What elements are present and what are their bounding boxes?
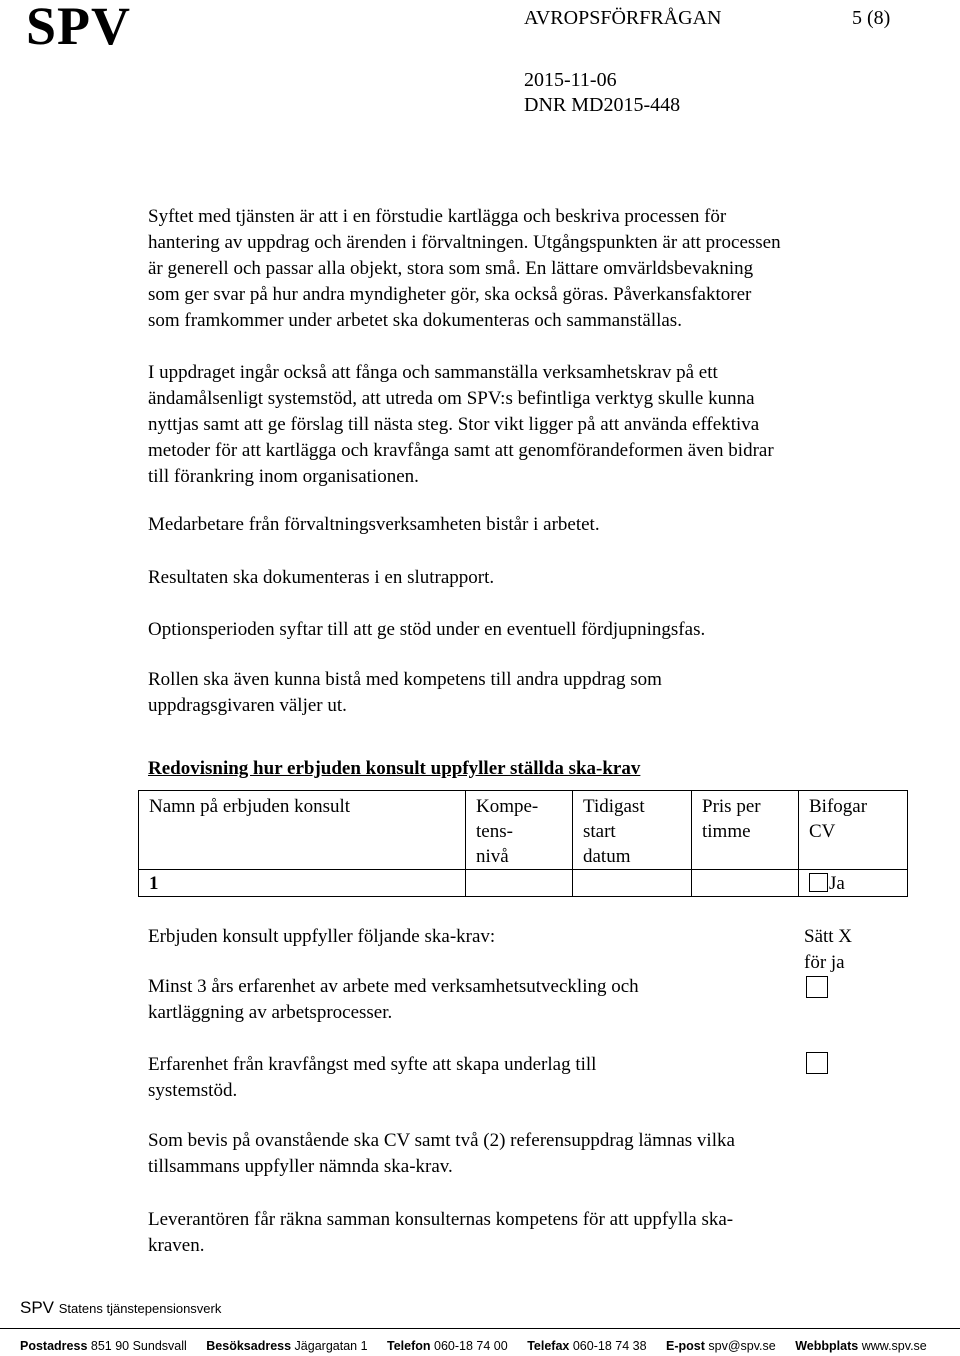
- paragraph-results: Resultaten ska dokumenteras i en slutrapport.: [148, 567, 495, 588]
- text-line: Rollen ska även kunna bistå med kompetens till andra uppdrag som: [148, 669, 662, 690]
- text-line: som framkommer under arbetet ska dokumenteras och sammanställas.: [148, 310, 682, 331]
- footer-org-short: SPV: [20, 1298, 55, 1317]
- text-line: till förankring inom organisationen.: [148, 466, 419, 487]
- text-line: tillsammans uppfyller nämnda ska-krav.: [148, 1156, 453, 1177]
- text-line: Som bevis på ovanstående ska CV samt två (2) referensuppdrag lämnas vilka: [148, 1130, 735, 1151]
- footer-organization: [20, 1298, 221, 1319]
- header-competence-level: Kompe- tens- nivå: [466, 791, 573, 870]
- phone-number: 060-18 74 00: [434, 1339, 508, 1353]
- text-line: systemstöd.: [148, 1080, 238, 1101]
- email-link[interactable]: spv@spv.se: [708, 1339, 776, 1353]
- footer-contact: Postadress 851 90 Sundsvall Besöksadress Jägargatan 1 Telefon 060-18 74 00 Telefax 060-18 74 38 E-post spv@spv.se Webbplats www.spv.se: [20, 1339, 927, 1353]
- paragraph-role: [148, 667, 888, 719]
- text-line: som ger svar på hur andra myndigheter gör, ska också göras. Påverkansfaktorer: [148, 284, 752, 305]
- consultant-name-cell[interactable]: 1: [139, 870, 466, 897]
- section-heading: Redovisning hur erbjuden konsult uppfyller ställda ska-krav: [148, 758, 641, 779]
- footer-org-full: Statens tjänstepensionsverk: [58, 1301, 222, 1316]
- text-line: Minst 3 års erfarenhet av arbete med verksamhetsutveckling och: [148, 976, 639, 997]
- header-consultant-name: Namn på erbjuden konsult: [139, 791, 466, 870]
- document-date: 2015-11-06: [524, 69, 617, 91]
- fax-number: 060-18 74 38: [572, 1339, 647, 1353]
- text-line: hantering av uppdrag och ärenden i förvaltningen. Utgångspunkten är att processen: [148, 232, 781, 253]
- table-row: [139, 870, 908, 897]
- requirements-intro: Erbjuden konsult uppfyller följande ska-krav:: [148, 926, 496, 947]
- header-cv-attached: Bifogar CV: [799, 791, 908, 870]
- text-line: Syftet med tjänsten är att i en förstudie kartlägga och beskriva processen för: [148, 206, 727, 227]
- paragraph-purpose: [148, 204, 888, 334]
- text-line: ändamålsenligt systemstöd, att utreda om SPV:s befintliga verktyg skulle kunna: [148, 388, 755, 409]
- footer-divider: [0, 1328, 960, 1329]
- website-link[interactable]: www.spv.se: [861, 1339, 927, 1353]
- page-number: 5 (8): [852, 7, 891, 29]
- text-line: är generell och passar alla objekt, stora som små. En lättare omvärldsbevakning: [148, 258, 754, 279]
- consultant-table: [138, 790, 908, 897]
- postal-address: 851 90 Sundsvall: [90, 1339, 187, 1353]
- document-type: AVROPSFÖRFRÅGAN: [524, 7, 722, 29]
- header-price-per-hour: Pris per timme: [692, 791, 799, 870]
- text-line: Leverantören får räkna samman konsulternas kompetens för att uppfylla ska-: [148, 1209, 734, 1230]
- text-line: kartläggning av arbetsprocesser.: [148, 1002, 393, 1023]
- mark-instruction: Sätt X för ja: [804, 926, 853, 973]
- text-line: nyttjas samt att ge förslag till nästa steg. Stor vikt ligger på att använda effektiva: [148, 414, 760, 435]
- text-line: uppdragsgivaren väljer ut.: [148, 695, 347, 716]
- start-date-cell[interactable]: [573, 870, 692, 897]
- text-line: I uppdraget ingår också att fånga och sammanställa verksamhetskrav på ett: [148, 362, 718, 383]
- paragraph-option: Optionsperioden syftar till att ge stöd under en eventuell fördjupningsfas.: [148, 619, 706, 640]
- visiting-address: Jägargatan 1: [294, 1339, 368, 1353]
- paragraph-proof: [148, 1128, 888, 1180]
- price-cell[interactable]: [692, 870, 799, 897]
- table-header-row: [139, 791, 908, 870]
- paragraph-combine: [148, 1207, 888, 1259]
- paragraph-staff: Medarbetare från förvaltningsverksamheten bistår i arbetet.: [148, 514, 600, 535]
- diary-number: DNR MD2015-448: [524, 94, 681, 116]
- text-line: metoder för att kartlägga och kravfånga samt att genomförandeformen även bidrar: [148, 440, 774, 461]
- competence-level-cell[interactable]: [466, 870, 573, 897]
- requirement-1-checkbox[interactable]: [806, 976, 828, 998]
- requirement-2-checkbox[interactable]: [806, 1052, 828, 1074]
- paragraph-scope: [148, 360, 888, 490]
- header-start-date: Tidigast start datum: [573, 791, 692, 870]
- requirement-experience: [148, 974, 888, 1026]
- text-line: kraven.: [148, 1235, 205, 1256]
- cv-cell: Ja: [799, 870, 908, 897]
- cv-attached-checkbox[interactable]: [809, 873, 828, 892]
- spv-logo: SPV: [26, 0, 132, 56]
- text-line: Erfarenhet från kravfångst med syfte att skapa underlag till: [148, 1054, 597, 1075]
- requirement-requirements-capture: [148, 1052, 888, 1104]
